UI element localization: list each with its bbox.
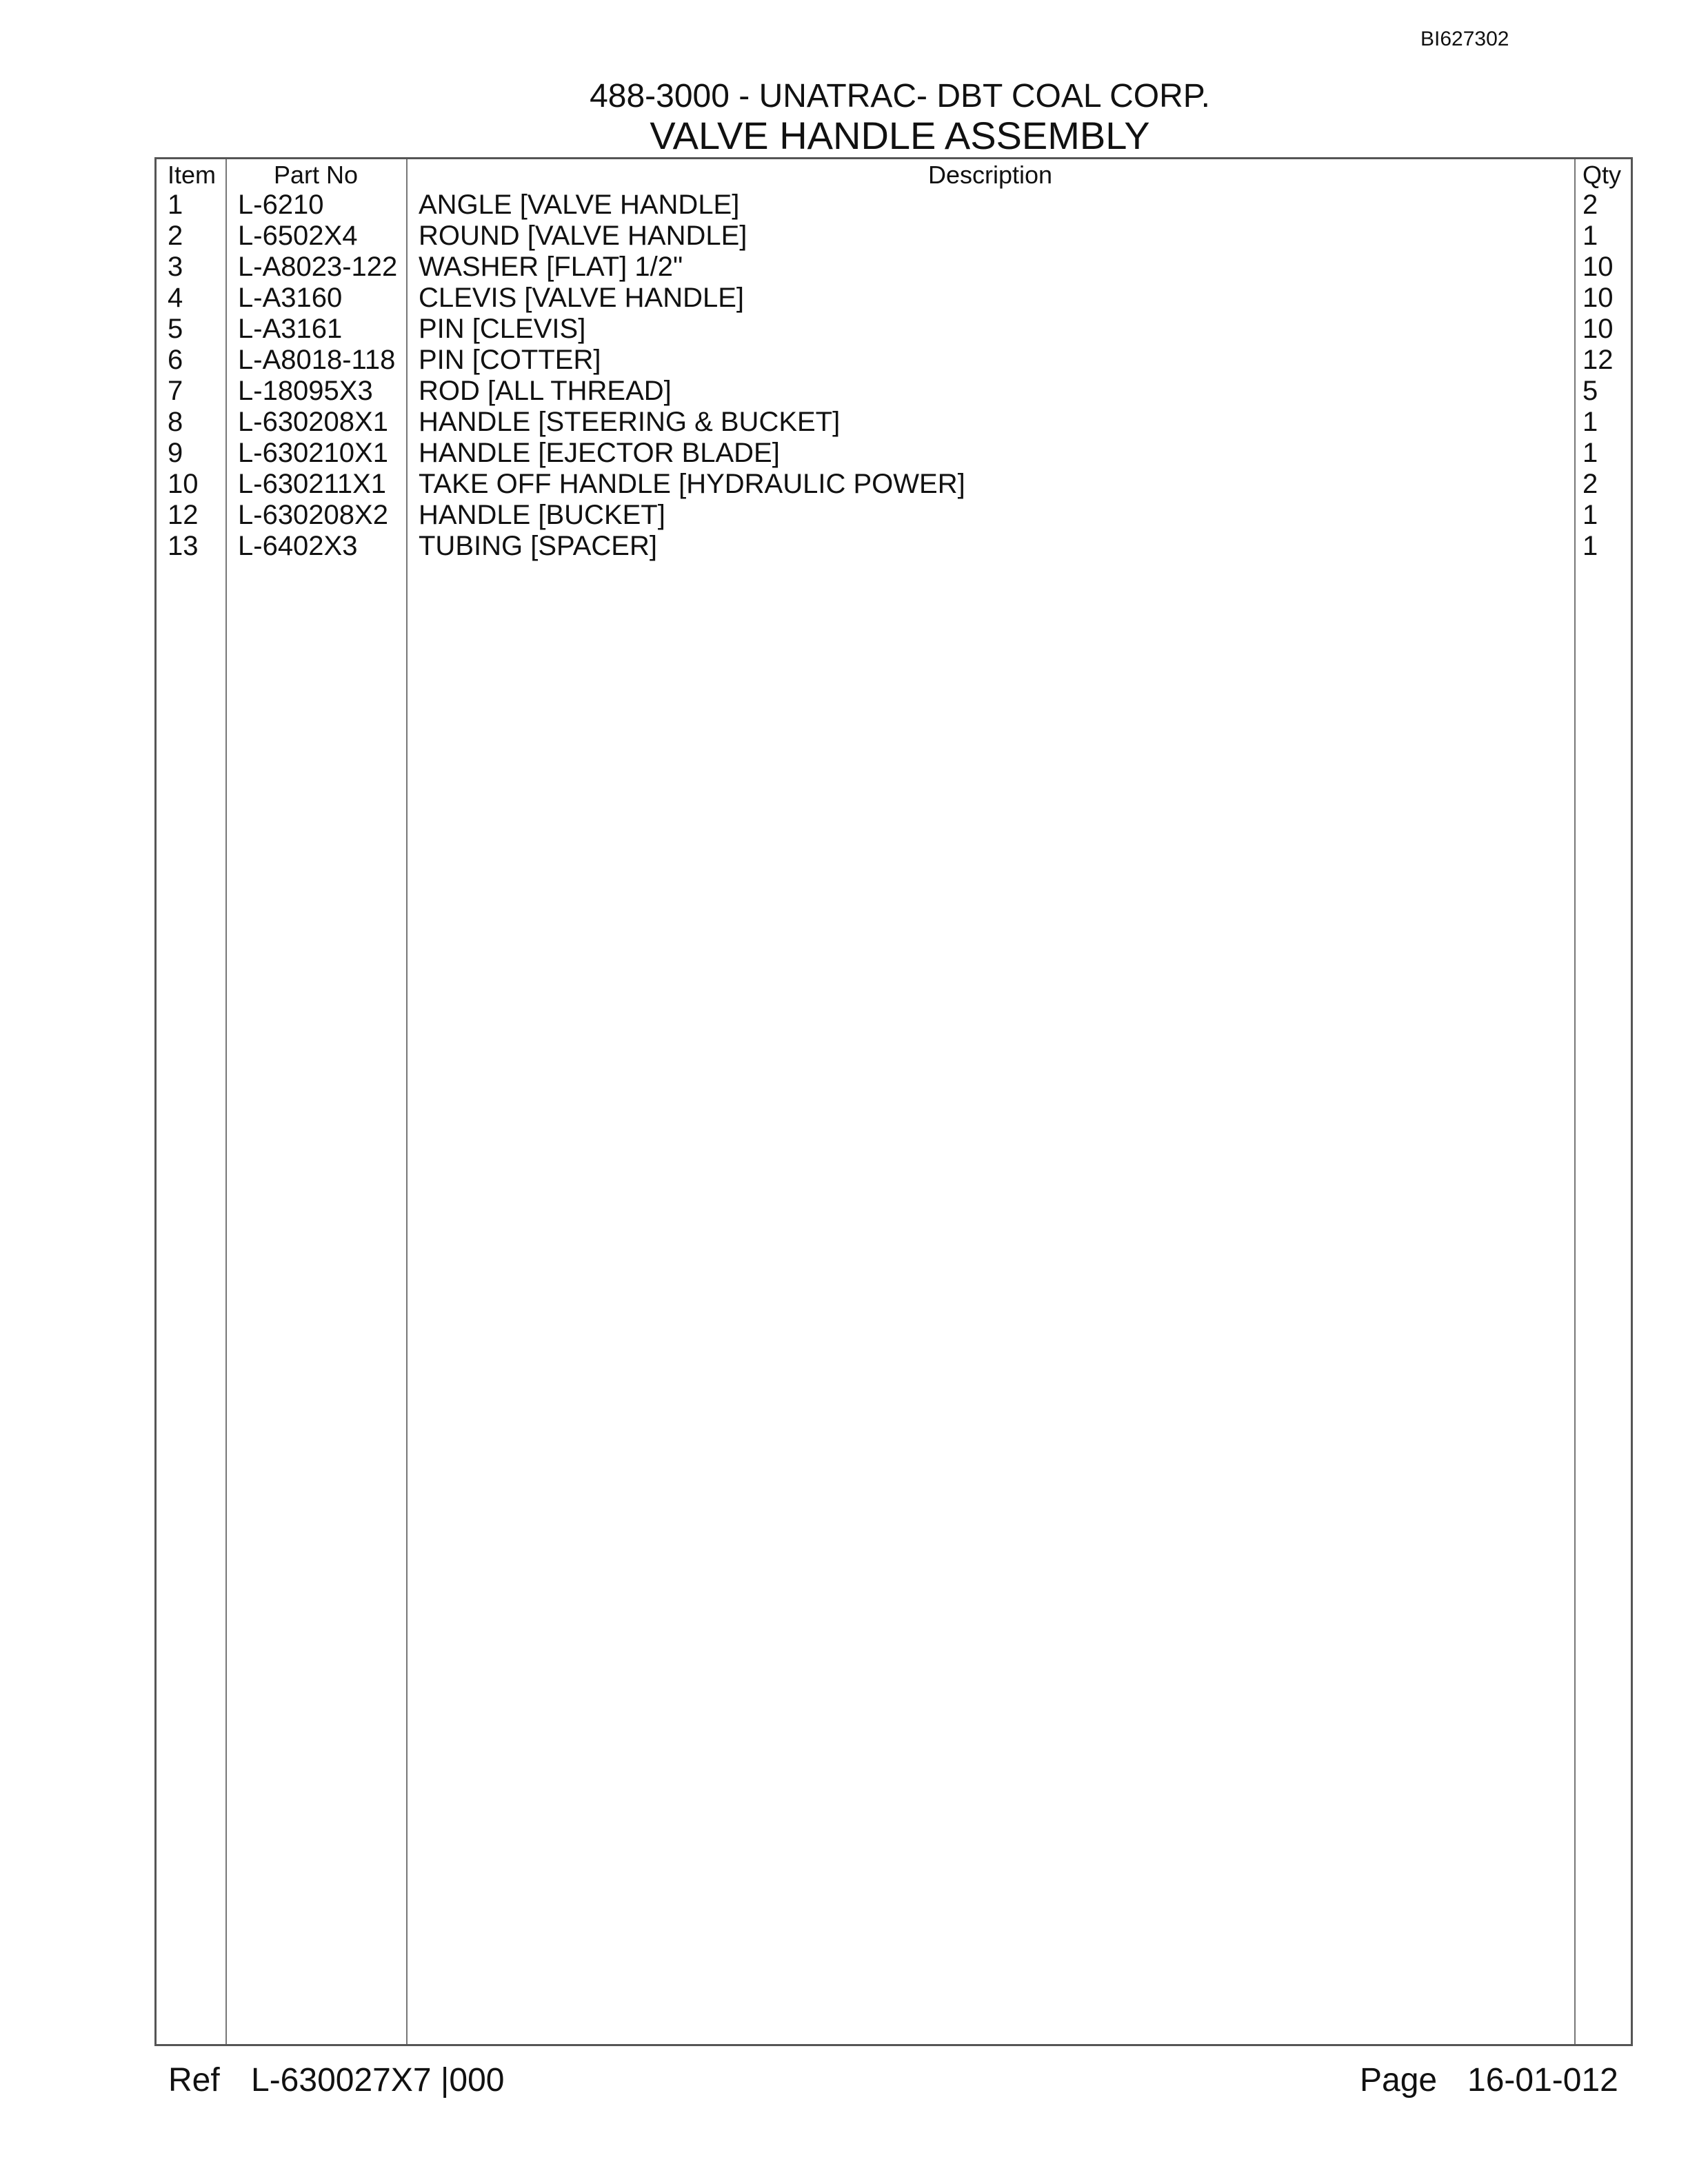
cell-qty: 10 xyxy=(1582,314,1614,344)
cell-qty: 1 xyxy=(1582,407,1598,437)
cell-description: CLEVIS [VALVE HANDLE] xyxy=(419,283,745,313)
cell-item: 10 xyxy=(168,469,199,499)
cell-part-no: L-A3161 xyxy=(238,314,343,344)
header-part-no: Part No xyxy=(273,161,359,189)
cell-part-no: L-A3160 xyxy=(238,283,343,313)
cell-description: ROD [ALL THREAD] xyxy=(419,376,672,406)
cell-part-no: L-630208X2 xyxy=(238,500,388,530)
cell-item: 7 xyxy=(168,376,183,406)
cell-item: 6 xyxy=(168,345,183,375)
document-title: 488-3000 - UNATRAC- DBT COAL CORP. xyxy=(590,78,1210,114)
cell-part-no: L-630208X1 xyxy=(238,407,388,437)
column-divider xyxy=(406,159,408,2044)
assembly-title: VALVE HANDLE ASSEMBLY xyxy=(650,114,1150,157)
header-description: Description xyxy=(927,161,1053,189)
parts-table xyxy=(154,157,1633,2046)
cell-item: 3 xyxy=(168,252,183,282)
cell-part-no: L-6402X3 xyxy=(238,531,358,561)
cell-item: 13 xyxy=(168,531,199,561)
cell-qty: 1 xyxy=(1582,221,1598,251)
cell-description: HANDLE [STEERING & BUCKET] xyxy=(419,407,841,437)
cell-description: ROUND [VALVE HANDLE] xyxy=(419,221,747,251)
cell-description: HANDLE [BUCKET] xyxy=(419,500,665,530)
cell-qty: 1 xyxy=(1582,500,1598,530)
cell-item: 1 xyxy=(168,190,183,220)
cell-description: PIN [COTTER] xyxy=(419,345,601,375)
cell-description: PIN [CLEVIS] xyxy=(419,314,586,344)
cell-part-no: L-6502X4 xyxy=(238,221,358,251)
cell-description: TUBING [SPACER] xyxy=(419,531,657,561)
cell-description: TAKE OFF HANDLE [HYDRAULIC POWER] xyxy=(419,469,965,499)
header-qty: Qty xyxy=(1582,161,1622,189)
page-label: Page xyxy=(1360,2062,1438,2099)
cell-description: HANDLE [EJECTOR BLADE] xyxy=(419,438,780,468)
column-divider xyxy=(225,159,227,2044)
cell-part-no: L-630210X1 xyxy=(238,438,388,468)
cell-item: 12 xyxy=(168,500,199,530)
cell-item: 9 xyxy=(168,438,183,468)
page-value: 16-01-012 xyxy=(1467,2062,1618,2099)
ref-value: L-630027X7 |000 xyxy=(251,2062,505,2099)
cell-description: ANGLE [VALVE HANDLE] xyxy=(419,190,740,220)
cell-part-no: L-6210 xyxy=(238,190,324,220)
cell-part-no: L-A8018-118 xyxy=(238,345,396,375)
cell-description: WASHER [FLAT] 1/2" xyxy=(419,252,683,282)
cell-part-no: L-630211X1 xyxy=(238,469,386,499)
cell-item: 4 xyxy=(168,283,183,313)
document-id: BI627302 xyxy=(1420,28,1509,50)
cell-item: 2 xyxy=(168,221,183,251)
cell-qty: 5 xyxy=(1582,376,1598,406)
cell-qty: 1 xyxy=(1582,531,1598,561)
cell-qty: 12 xyxy=(1582,345,1614,375)
header-item: Item xyxy=(168,161,217,189)
cell-qty: 1 xyxy=(1582,438,1598,468)
cell-part-no: L-A8023-122 xyxy=(238,252,398,282)
cell-item: 8 xyxy=(168,407,183,437)
cell-part-no: L-18095X3 xyxy=(238,376,373,406)
ref-label: Ref xyxy=(168,2062,220,2099)
column-divider xyxy=(1574,159,1576,2044)
cell-item: 5 xyxy=(168,314,183,344)
cell-qty: 10 xyxy=(1582,283,1614,313)
cell-qty: 2 xyxy=(1582,469,1598,499)
cell-qty: 2 xyxy=(1582,190,1598,220)
cell-qty: 10 xyxy=(1582,252,1614,282)
